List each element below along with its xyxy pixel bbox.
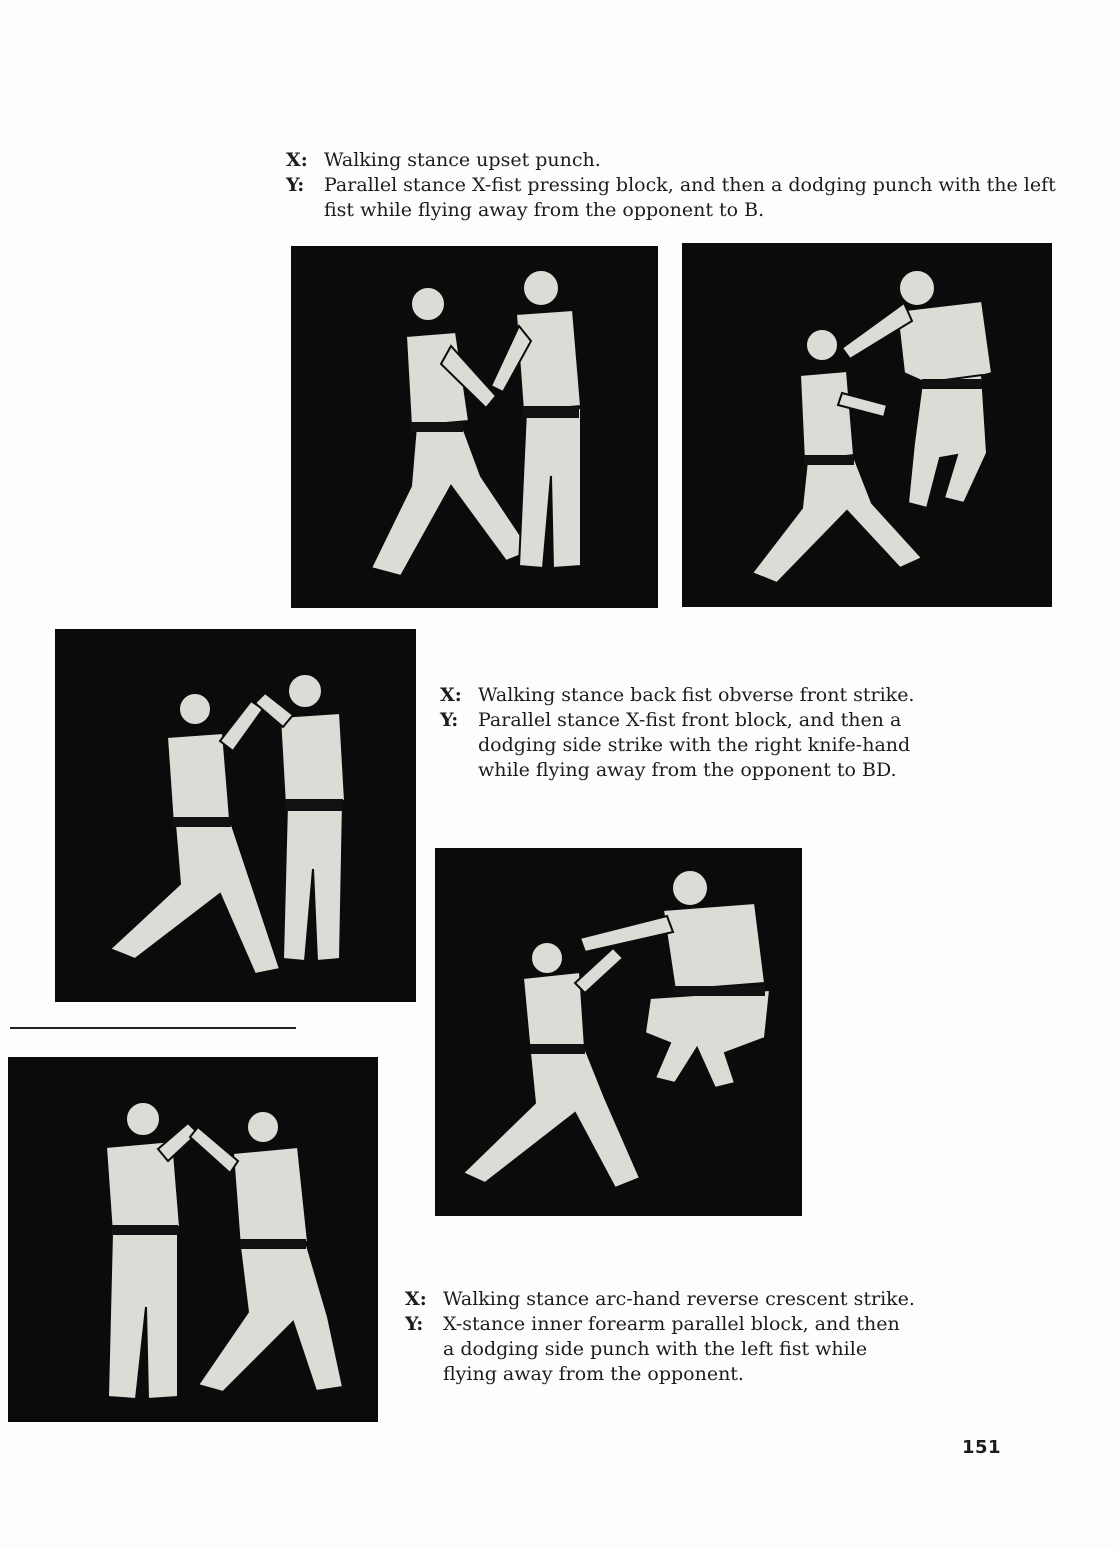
photo-back-fist-strike-block — [55, 629, 416, 1002]
photo-back-fist-strike-block-illustration — [55, 629, 416, 1002]
caption-1-x-line — [286, 148, 1056, 173]
caption-1-x-label: X: — [286, 149, 308, 171]
caption-1 — [286, 148, 1056, 223]
photo-upset-punch-block-illustration — [291, 246, 658, 608]
caption-2-x-line — [440, 683, 960, 708]
caption-1-x-text: Walking stance upset punch. — [324, 149, 601, 171]
photo-dodging-punch-illustration — [682, 243, 1052, 607]
caption-2 — [440, 683, 960, 783]
photo-dodging-punch — [682, 243, 1052, 607]
photo-arc-hand-strike-block — [8, 1057, 378, 1422]
caption-1-y-line — [286, 173, 1056, 223]
caption-1-y-label: Y: — [286, 174, 305, 196]
caption-3 — [405, 1287, 915, 1387]
page-number: 151 — [962, 1437, 1002, 1458]
caption-3-x-label: X: — [405, 1288, 427, 1310]
caption-3-y-label: Y: — [405, 1313, 424, 1335]
photo-arc-hand-strike-block-illustration — [8, 1057, 378, 1422]
caption-2-y-text: Parallel stance X-fist front block, and then a dodging side strike with the right knife-hand while flying away from the opponent to BD. — [478, 709, 911, 781]
caption-3-y-text: X-stance inner forearm parallel block, and then a dodging side punch with the left fist while flying away from the opponent. — [443, 1313, 900, 1385]
caption-3-y-line — [405, 1312, 915, 1387]
caption-3-x-line — [405, 1287, 915, 1312]
caption-3-x-text: Walking stance arc-hand reverse crescent strike. — [443, 1288, 915, 1310]
caption-2-x-label: X: — [440, 684, 462, 706]
caption-2-x-text: Walking stance back fist obverse front strike. — [478, 684, 915, 706]
photo-dodging-side-strike-illustration — [435, 848, 802, 1216]
section-divider — [10, 1027, 296, 1029]
caption-2-y-line — [440, 708, 960, 783]
caption-2-y-label: Y: — [440, 709, 459, 731]
photo-dodging-side-strike — [435, 848, 802, 1216]
caption-1-y-text: Parallel stance X-fist pressing block, and then a dodging punch with the left fist while flying away from the opponent to B. — [324, 174, 1056, 221]
photo-upset-punch-block — [291, 246, 658, 608]
